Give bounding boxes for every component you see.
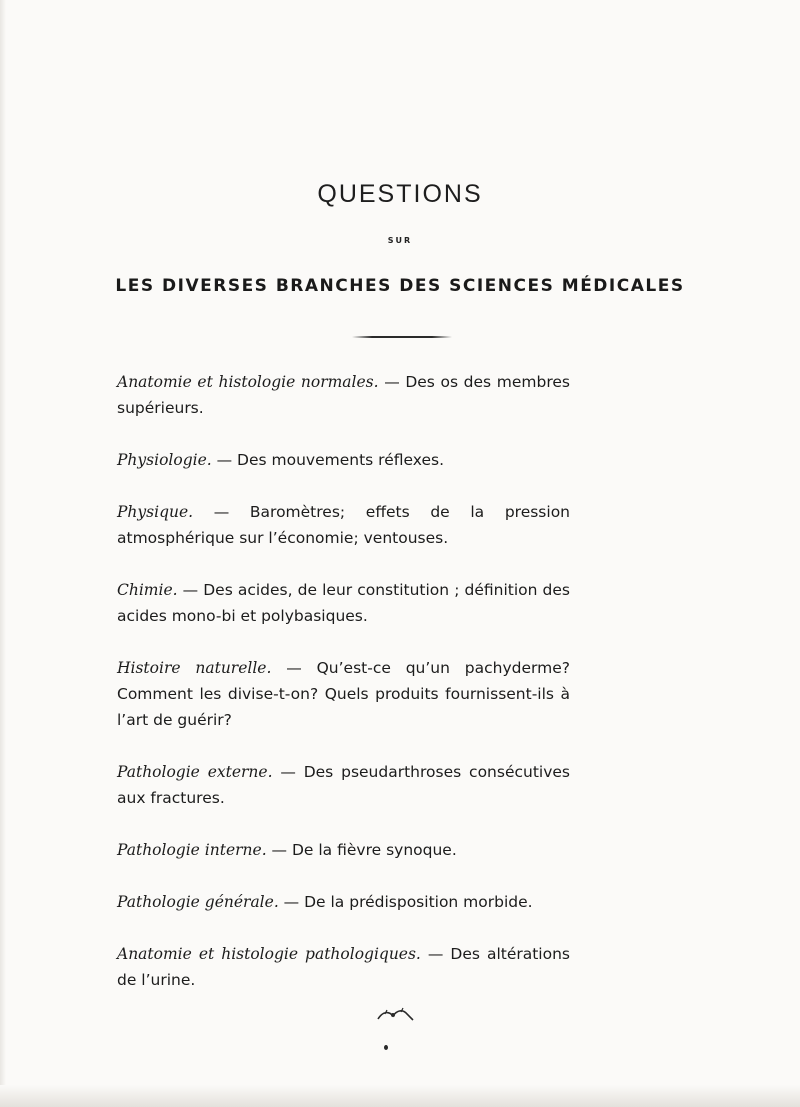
question-text: — De la prédisposition morbide. <box>278 893 533 911</box>
question-subject: Pathologie générale. <box>117 893 279 911</box>
question-text: — Des altérations de l’urine. <box>117 945 571 989</box>
question-entry <box>117 577 570 629</box>
question-subject: Physique. <box>117 503 194 521</box>
page-title: QUESTIONS <box>317 180 483 208</box>
question-text: — Des mouvements réflexes. <box>211 451 444 469</box>
question-list <box>117 369 570 1019</box>
question-subject: Chimie. <box>117 581 178 599</box>
question-entry <box>117 369 570 421</box>
question-entry <box>117 941 570 993</box>
question-subject: Histoire naturelle. <box>117 659 272 677</box>
question-subject: Anatomie et histologie pathologiques. <box>117 945 421 963</box>
question-subject: Pathologie externe. <box>117 763 273 781</box>
page-bottom-edge <box>0 1085 800 1107</box>
question-text: — De la fièvre synoque. <box>266 841 457 859</box>
question-entry <box>117 655 570 733</box>
question-entry <box>117 837 570 863</box>
question-text: — Qu’est-ce qu’un pachyderme? Comment les divise-t-on? Quels produits fournissent-ils à l’art de guérir? <box>117 659 570 729</box>
page-preposition: SUR <box>387 236 413 245</box>
question-entry <box>117 759 570 811</box>
question-text: — Des acides, de leur constitution ; définition des acides mono-bi et polybasiques. <box>117 581 570 625</box>
question-subject: Physiologie. <box>117 451 212 469</box>
question-text: — Des os des membres supérieurs. <box>117 373 570 417</box>
page-edge <box>0 0 6 1107</box>
vine-ornament-icon <box>375 1007 415 1023</box>
question-text: — Des pseudarthroses consécutives aux fractures. <box>117 763 570 807</box>
divider-rule <box>352 336 452 338</box>
question-entry <box>117 447 570 473</box>
page-subtitle: LES DIVERSES BRANCHES DES SCIENCES MÉDICALES <box>115 276 685 296</box>
question-entry <box>117 889 570 915</box>
question-text: — Baromètres; effets de la pression atmosphérique sur l’économie; ventouses. <box>117 503 570 547</box>
question-subject: Pathologie interne. <box>117 841 267 859</box>
question-subject: Anatomie et histologie normales. <box>117 373 379 391</box>
ornament-dot <box>384 1045 388 1050</box>
question-entry <box>117 499 570 551</box>
